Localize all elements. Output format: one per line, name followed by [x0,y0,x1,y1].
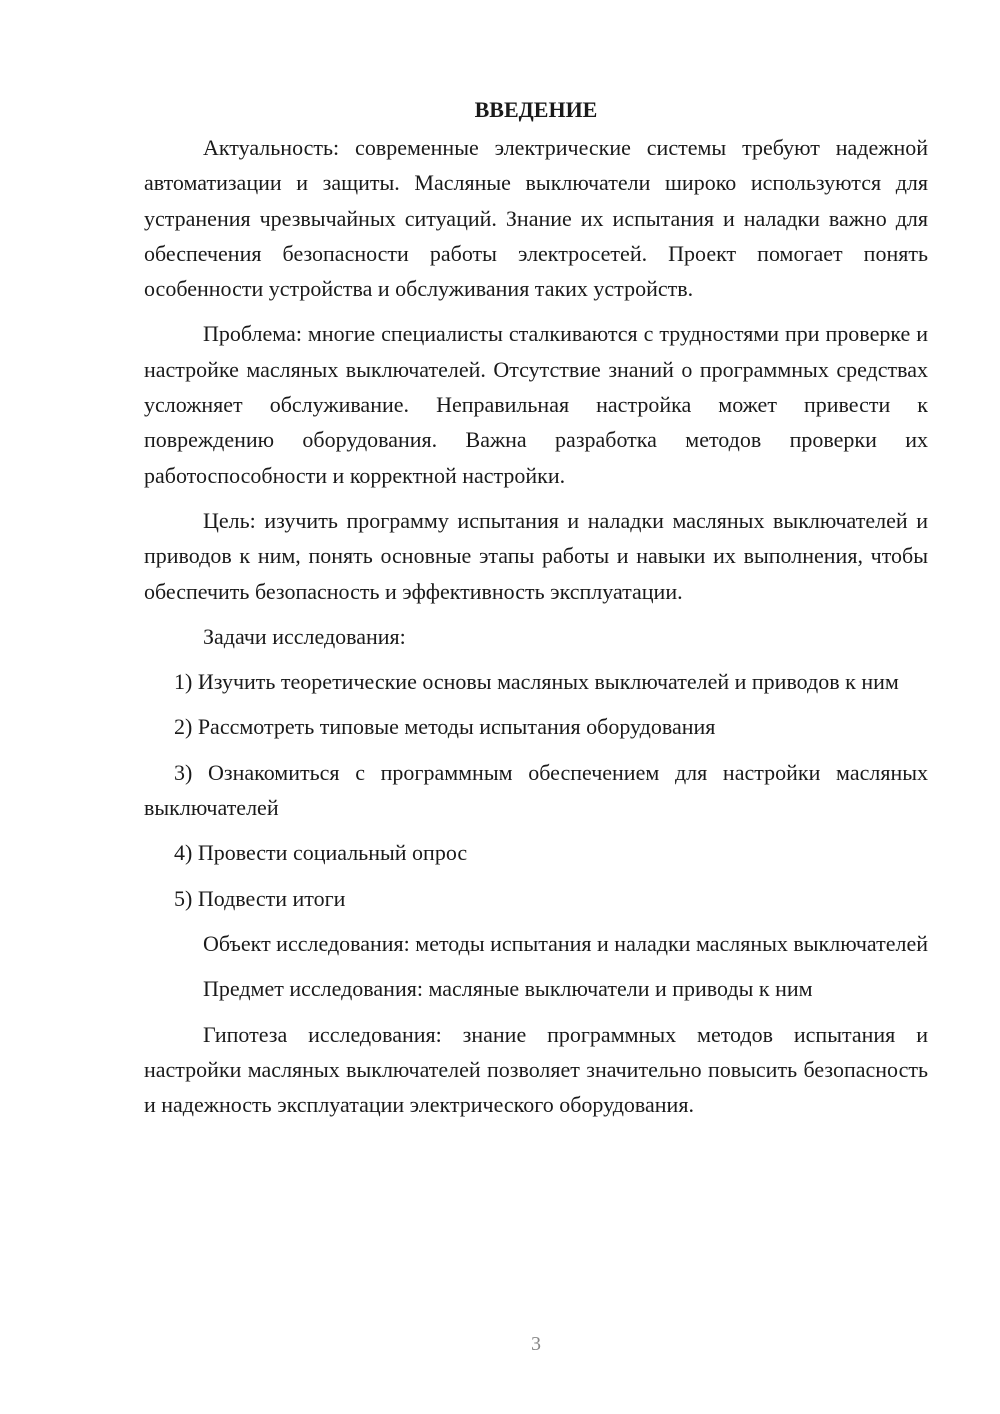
paragraph-object: Объект исследования: методы испытания и наладки масляных выключателей [203,930,928,956]
task-item: 2) Рассмотреть типовые методы испытания оборудования [174,714,716,740]
page-title: ВВЕДЕНИЕ [474,97,598,122]
paragraph-subject: Предмет исследования: масляные выключатели и приводы к ним [203,976,813,1002]
page-number: 3 [531,1333,541,1355]
paragraph-hypothesis: Гипотеза исследования: знание программных методов испытания и настройки масляных выключателей позволяет значительно повысить безопасность и надежность эксплуатации электрического оборудования. [144,1021,928,1118]
task-item: 3) Ознакомиться с программным обеспечением для настройки масляных выключателей [144,759,928,821]
paragraph-relevance: Актуальность: современные электрические системы требуют надежной автоматизации и защиты. Масляные выключатели широко используются для устранения чрезвычайных ситуаций. Знание их испытания и наладки важно для обеспечения безопасности работы электросетей. Проект помогает понять особенности устройства и обслуживания таких устройств. [144,135,928,302]
task-item: 1) Изучить теоретические основы масляных выключателей и приводов к ним [174,669,899,695]
paragraph-problem: Проблема: многие специалисты сталкиваются с трудностями при проверке и настройке масляных выключателей. Отсутствие знаний о программных средствах усложняет обслуживание. Неправильная настройка может привести к повреждению оборудования. Важна разработка методов проверки их работоспособности и корректной настройки. [144,321,928,488]
paragraph-goal: Цель: изучить программу испытания и наладки масляных выключателей и приводов к ним, понять основные этапы работы и навыки их выполнения, чтобы обеспечить безопасность и эффективность эксплуатации. [144,507,928,604]
task-item: 5) Подвести итоги [174,885,346,911]
task-item: 4) Провести социальный опрос [174,840,468,866]
document-page [144,92,928,1132]
tasks-heading: Задачи исследования: [203,623,406,649]
